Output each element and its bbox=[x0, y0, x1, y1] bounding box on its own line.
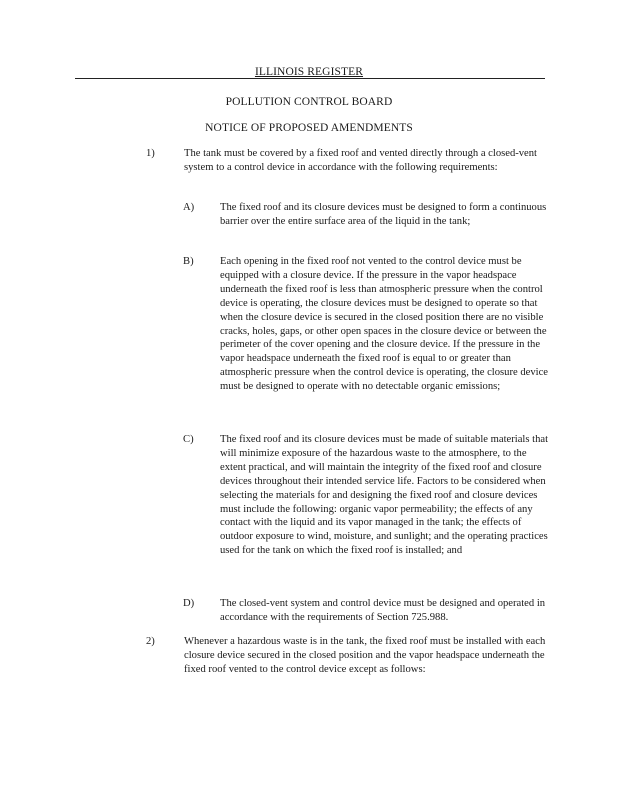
header-rule bbox=[75, 78, 545, 79]
subitem-text-a: The fixed roof and its closure devices must be designed to form a continuous barrier over the entire surface area of the liquid in the tank; bbox=[220, 202, 547, 227]
board-name: POLLUTION CONTROL BOARD bbox=[225, 96, 393, 108]
item-text-2: Whenever a hazardous waste is in the tank, the fixed roof must be installed with each closure device secured in the closed position and the vapor headspace underneath the fixed roof vented to the control device except as follows: bbox=[184, 636, 546, 675]
item-number-1: 1) bbox=[146, 148, 155, 159]
notice-title: NOTICE OF PROPOSED AMENDMENTS bbox=[205, 122, 413, 134]
subitem-letter-d: D) bbox=[183, 598, 195, 609]
subitem-letter-c: C) bbox=[183, 434, 194, 445]
subitem-text-d: The closed-vent system and control device must be designed and operated in accordance with the requirements of Section 725.988. bbox=[220, 598, 546, 623]
item-number-2: 2) bbox=[146, 636, 155, 647]
subitem-letter-a: A) bbox=[183, 202, 195, 213]
item-text-1: The tank must be covered by a fixed roof and vented directly through a closed-vent system to a control device in accordance with the following requirements: bbox=[184, 148, 538, 173]
subitem-text-c: The fixed roof and its closure devices must be made of suitable materials that will minimize exposure of the hazardous waste to the atmosphere, to the extent practical, and will maintain the integrity of the fixed roof and closure devices throughout their intended service life. Factors to be considered when selecting the materials for and designing the fixed roof and closure devices must include the following: organic vapor permeability; the effects of any contact with the liquid and its vapor managed in the tank; the effects of outdoor exposure to wind, moisture, and sunlight; and the operating practices used for the tank on which the fixed roof is installed; and bbox=[220, 434, 549, 557]
subitem-letter-b: B) bbox=[183, 256, 194, 267]
subitem-text-b: Each opening in the fixed roof not vented to the control device must be equipped with a closure device. If the pressure in the vapor headspace underneath the fixed roof is less than atmospheric pressure when the control device is operating, the closure devices must be designed to operate so that when the closure device is secured in the closed position there are no visible cracks, holes, gaps, or other open spaces in the closure device or between the perimeter of the cover opening and the closure device. If the pressure in the vapor headspace underneath the fixed roof is equal to or greater than atmospheric pressure when the control device is operating, the closure device must be designed to operate with no detectable organic emissions; bbox=[220, 256, 548, 393]
register-title: ILLINOIS REGISTER bbox=[254, 66, 364, 78]
